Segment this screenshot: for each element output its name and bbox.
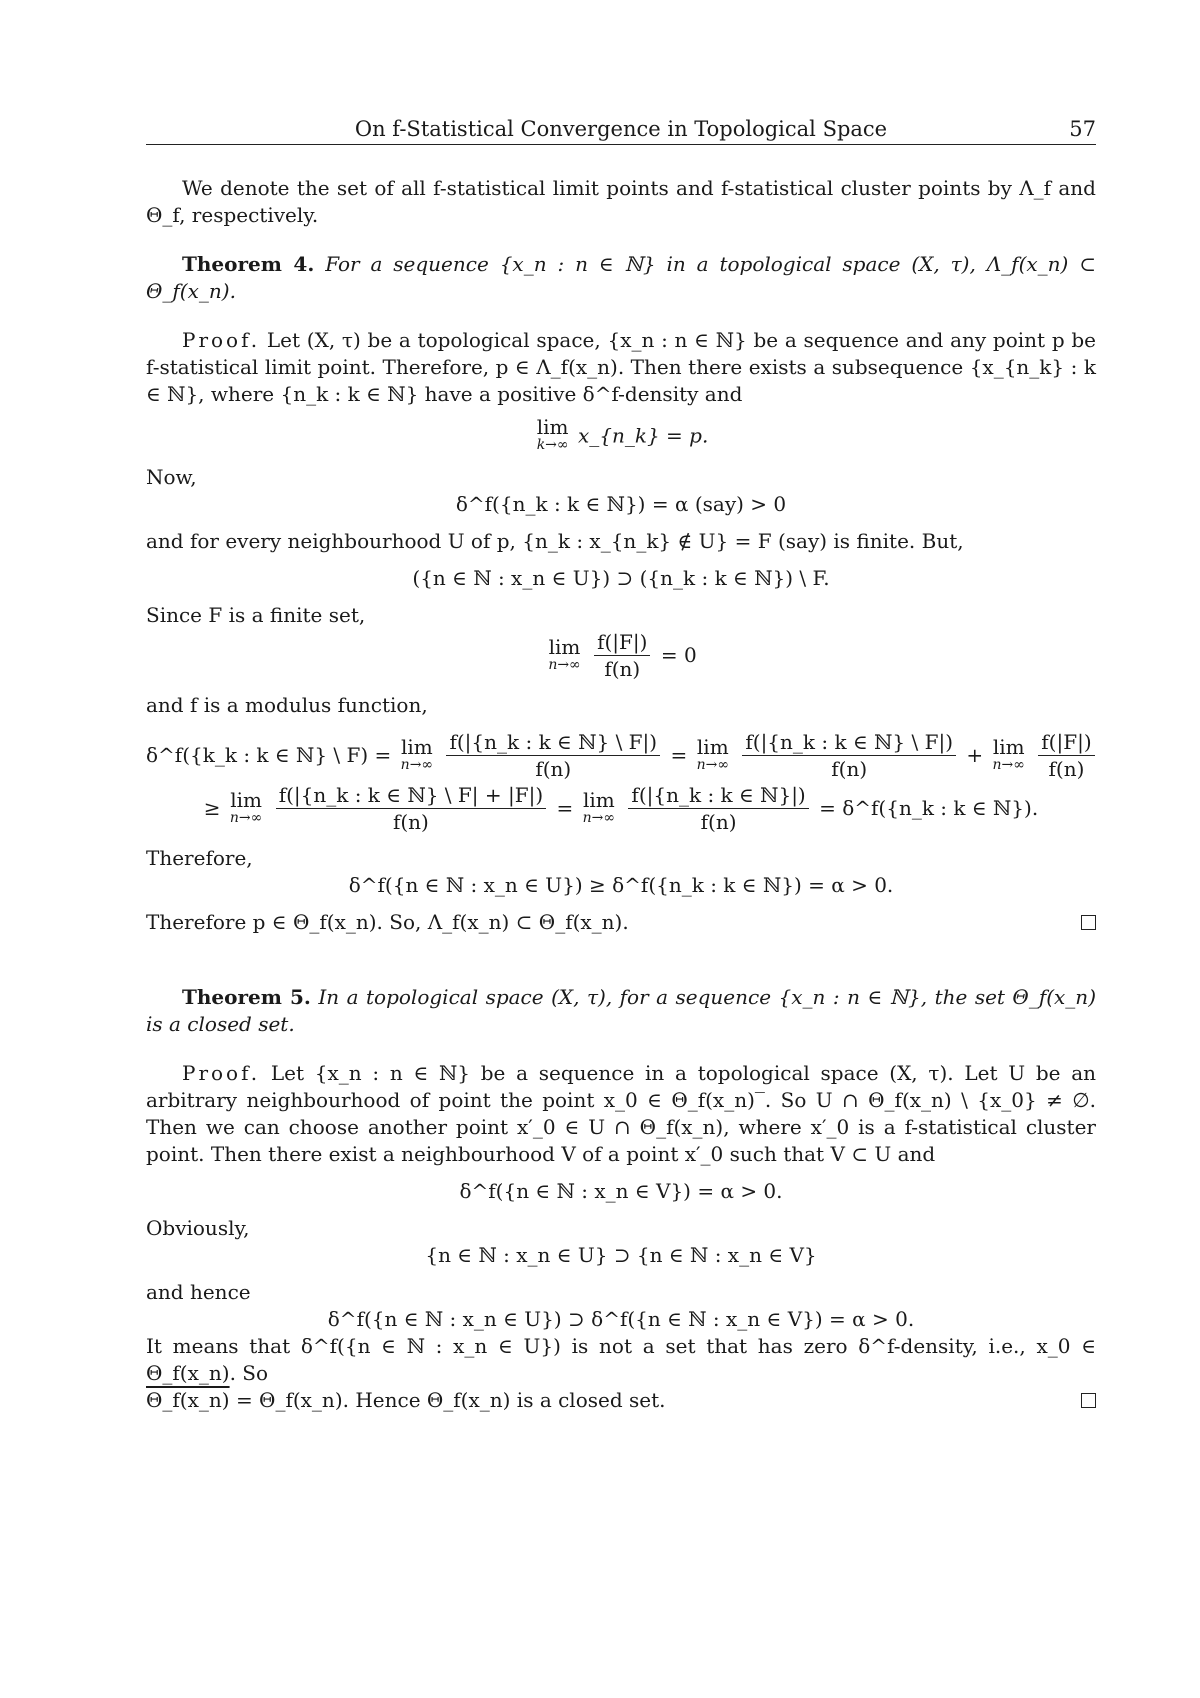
theorem-4-body: For a sequence {x_n : n ∈ ℕ} in a topological space (X, τ), Λ_f(x_n) ⊂ Θ_f(x_n). [146,252,1096,303]
equation-density-alpha: δ^f({n_k : k ∈ ℕ}) = α (say) > 0 [455,492,787,516]
equation-density-chain-2 [146,782,1096,835]
eq1-lim: lim [536,415,569,439]
intro-paragraph: We denote the set of all f-statistical limit points and f-statistical cluster points by Λ_f and Θ_f, respectively. [146,176,1096,227]
eq6-lim-1: lim [230,787,262,812]
theorem-4 [146,251,1096,305]
eq4-sub: n→∞ [548,656,581,673]
equation-density-ge: δ^f({n ∈ ℕ : x_n ∈ U}) ≥ δ^f({n_k : k ∈ ℕ}) = α > 0. [348,873,894,897]
header-title: On f-Statistical Convergence in Topological Space [354,117,888,141]
eq5-plus: + [966,743,984,767]
eq6-num-2: f(|{n_k : k ∈ ℕ}|) [628,782,808,809]
qed-square-icon [1081,915,1096,930]
running-header [146,112,1096,145]
eq4-lim: lim [548,634,581,659]
eq4-den: f(n) [604,657,641,681]
eq6-ge: ≥ [203,796,221,820]
equation-limit-zero [146,629,1096,682]
eq5-sub-3: n→∞ [992,756,1025,773]
eq6-sub-2: n→∞ [582,809,616,826]
theorem-5-body: In a topological space (X, τ), for a sequence {x_n : n ∈ ℕ}, the set Θ_f(x_n) is a closed set. [146,985,1096,1036]
proof-2-paragraph [146,1060,1096,1168]
eq5-sub-2: n→∞ [696,756,729,773]
equation-superset: ({n ∈ ℕ : x_n ∈ U}) ⊃ ({n_k : k ∈ ℕ}) \ F. [412,566,830,590]
proof-2-text: Let {x_n : n ∈ ℕ} be a sequence in a topological space (X, τ). Let U be an arbitrary neighbourhood of point the point x_0 ∈ Θ_f(x_n)‾. So U ∩ Θ_f(x_n) \ {x_0} ≠ ∅. Then we can choose another point x′_0 ∈ U ∩ Θ_f(x_n), where x′_0 is a f-statistical cluster point. Then there exist a neighbourhood V of a point x′_0 such that V ⊂ U and [146,1061,1096,1166]
page-number: 57 [1069,117,1096,141]
theorem-5-label: Theorem 5. [182,985,311,1009]
proof-1-conclusion [146,909,1096,936]
therefore-text: Therefore, [146,846,253,870]
eq6-den-2: f(n) [700,810,737,834]
eq6-lim-2: lim [582,787,615,812]
eq5-sub-1: n→∞ [400,756,434,773]
eq6-num-1: f(|{n_k : k ∈ ℕ} \ F| + |F|) [276,782,546,809]
eq5-equals: = [670,743,688,767]
hence-text: and hence [146,1280,251,1304]
proof-2-conclusion [146,1387,1096,1414]
neighbourhood-text: and for every neighbourhood U of p, {n_k : x_{n_k} ∉ U} = F (say) is finite. But, [146,529,964,553]
qed-square-icon-2 [1081,1393,1096,1408]
eq5-num-1: f(|{n_k : k ∈ ℕ} \ F|) [446,729,660,756]
proof-1-label: Proof. [182,328,261,352]
eq4-rhs: = 0 [660,643,697,667]
theorem-5 [146,984,1096,1038]
proof-1-conclusion-text: Therefore p ∈ Θ_f(x_n). So, Λ_f(x_n) ⊂ Θ_f(x_n). [146,910,629,934]
equation-limit-p [146,415,1096,454]
eq6-den-1: f(n) [392,810,429,834]
eq5-lim-2: lim [696,734,729,759]
eq5-lim-1: lim [401,734,433,759]
proof-1-text: Let (X, τ) be a topological space, {x_n : n ∈ ℕ} be a sequence and any point p be f-statistical limit point. Therefore, p ∈ Λ_f(x_n). Then there exists a subsequence {x_{n_k} : k ∈ ℕ}, where {n_k : k ∈ ℕ} have a positive δ^f-density and [146,328,1096,406]
eq1-sub: k→∞ [536,437,569,453]
equation-density-chain-1 [146,729,1096,782]
now-text: Now, [146,465,197,489]
eq5-den-3: f(n) [1048,757,1085,781]
finite-set-text: Since F is a finite set, [146,603,366,627]
eq6-equals: = [556,796,574,820]
proof-2-means-text: It means that δ^f({n ∈ ℕ : x_n ∈ U}) is not a set that has zero δ^f-density, i.e., x_0 ∈ Θ_f(x_n). So [146,1334,1096,1385]
theorem-4-label: Theorem 4. [182,252,315,276]
eq5-num-3: f(|F|) [1038,729,1094,756]
equation-u-superset-v: {n ∈ ℕ : x_n ∈ U} ⊃ {n ∈ ℕ : x_n ∈ V} [425,1243,817,1267]
proof-1-paragraph [146,327,1096,408]
eq5-lhs: δ^f({k_k : k ∈ ℕ} \ F) = [146,743,392,767]
proof-2-label: Proof. [182,1061,261,1085]
eq6-sub-1: n→∞ [229,809,263,826]
equation-density-v: δ^f({n ∈ ℕ : x_n ∈ V}) = α > 0. [459,1179,783,1203]
eq5-den-1: f(n) [535,757,572,781]
eq6-rhs: = δ^f({n_k : k ∈ ℕ}). [819,796,1039,820]
equation-density-superset: δ^f({n ∈ ℕ : x_n ∈ U}) ⊃ δ^f({n ∈ ℕ : x_n ∈ V}) = α > 0. [327,1307,915,1331]
eq5-lim-3: lim [992,734,1025,759]
modulus-text: and f is a modulus function, [146,693,428,717]
eq1-rhs: x_{n_k} = p. [577,423,709,448]
page [146,112,1096,1414]
eq4-num: f(|F|) [594,629,650,656]
eq5-den-2: f(n) [831,757,868,781]
proof-2-conclusion-text: = Θ_f(x_n). Hence Θ_f(x_n) is a closed set. [235,1388,666,1412]
obviously-text: Obviously, [146,1216,250,1240]
eq5-num-2: f(|{n_k : k ∈ ℕ} \ F|) [742,729,956,756]
closure-theta: Θ_f(x_n) [146,1388,230,1412]
